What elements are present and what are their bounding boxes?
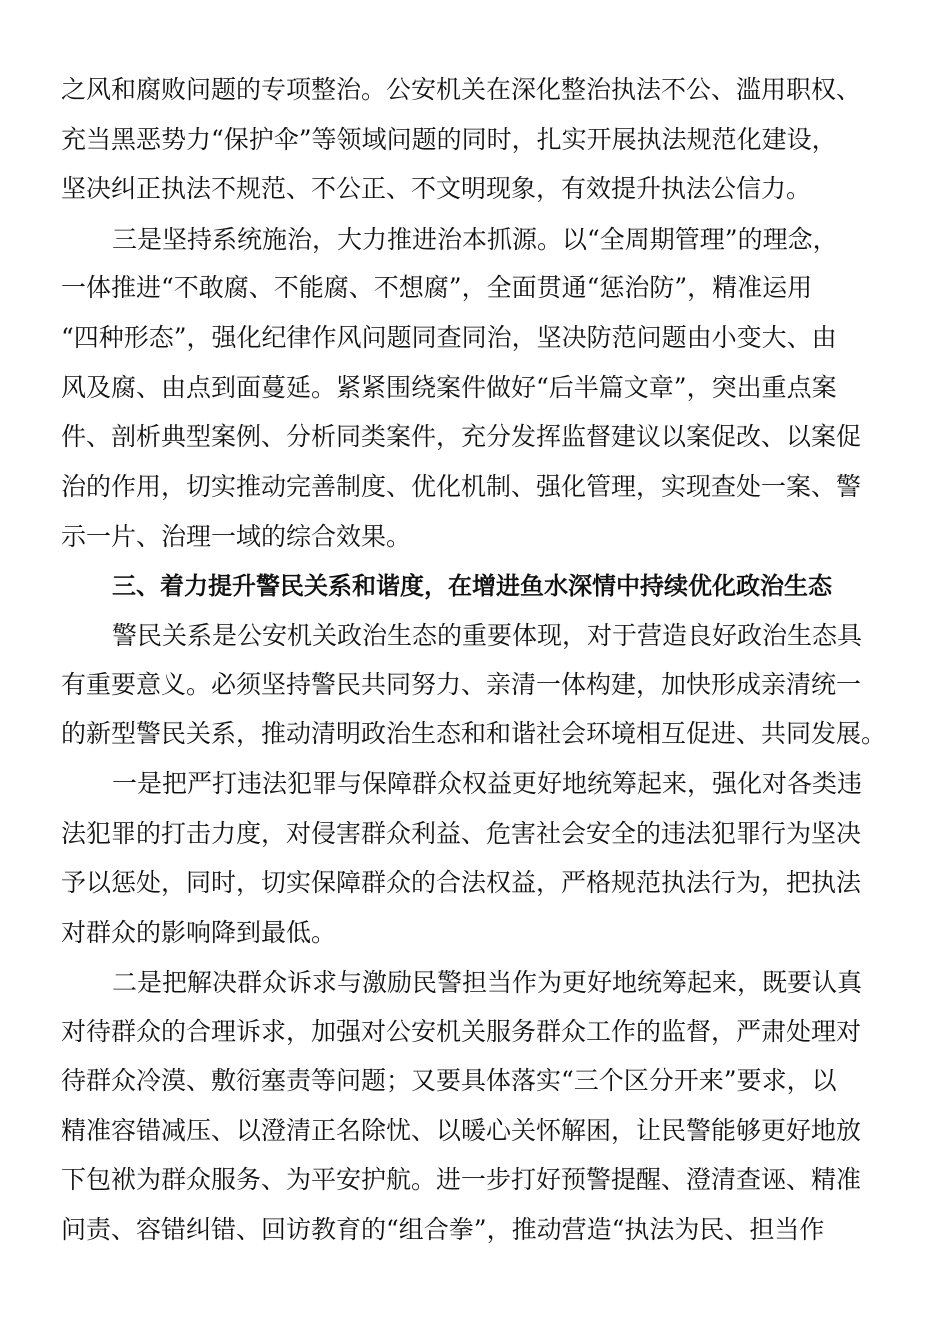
paragraph-start-line: 一是把严打违法犯罪与保障群众权益更好地统筹起来，强化对各类违 [112, 769, 863, 798]
text-line: 对群众的影响降到最低。 [61, 918, 337, 947]
text-line: 精准容错减压、以澄清正名除忧、以暖心关怀解困，让民警能够更好地放 [61, 1116, 862, 1145]
text-line: 示一片、治理一域的综合效果。 [61, 522, 412, 551]
text-line: 风及腐、由点到面蔓延。紧紧围绕案件做好“后半篇文章”，突出重点案 [61, 373, 837, 402]
text-line: 下包袱为群众服务、为平安护航。进一步打好预警提醒、澄清查诬、精准 [61, 1165, 862, 1194]
text-line: 予以惩处，同时，切实保障群众的合法权益，严格规范执法行为，把执法 [61, 868, 862, 897]
text-line: “四种形态”，强化纪律作风问题同查同治，坚决防范问题由小变大、由 [61, 323, 837, 352]
text-line: 坚决纠正执法不规范、不公正、不文明现象，有效提升执法公信力。 [61, 174, 812, 203]
text-line: 法犯罪的打击力度，对侵害群众利益、危害社会安全的违法犯罪行为坚决 [61, 819, 862, 848]
paragraph-start-line: 三是坚持系统施治，大力推进治本抓源。以“全周期管理”的理念， [112, 225, 838, 254]
text-line: 的新型警民关系，推动清明政治生态和和谐社会环境相互促进、共同发展。 [61, 719, 887, 748]
text-line: 有重要意义。必须坚持警民共同努力、亲清一体构建，加快形成亲清统一 [61, 670, 862, 699]
text-line: 问责、容错纠错、回访教育的“组合拳”，推动营造“执法为民、担当作 [61, 1215, 825, 1244]
paragraph-start-line: 警民关系是公安机关政治生态的重要体现，对于营造良好政治生态具 [112, 621, 863, 650]
section-heading: 三、着力提升警民关系和谐度，在增进鱼水深情中持续优化政治生态 [112, 572, 832, 600]
text-line: 待群众冷漠、敷衍塞责等问题；又要具体落实“三个区分开来”要求，以 [61, 1066, 837, 1095]
text-line: 充当黑恶势力“保护伞”等领域问题的同时，扎实开展执法规范化建设， [61, 125, 837, 154]
text-line: 件、剖析典型案例、分析同类案件，充分发挥监督建议以案促改、以案促 [61, 422, 862, 451]
text-line: 对待群众的合理诉求，加强对公安机关服务群众工作的监督，严肃处理对 [61, 1017, 862, 1046]
paragraph-start-line: 二是把解决群众诉求与激励民警担当作为更好地统筹起来，既要认真 [112, 968, 863, 997]
text-line: 治的作用，切实推动完善制度、优化机制、强化管理，实现查处一案、警 [61, 472, 862, 501]
text-line: 一体推进“不敢腐、不能腐、不想腐”，全面贯通“惩治防”，精准运用 [61, 273, 813, 302]
text-line: 之风和腐败问题的专项整治。公安机关在深化整治执法不公、滥用职权、 [61, 75, 862, 104]
